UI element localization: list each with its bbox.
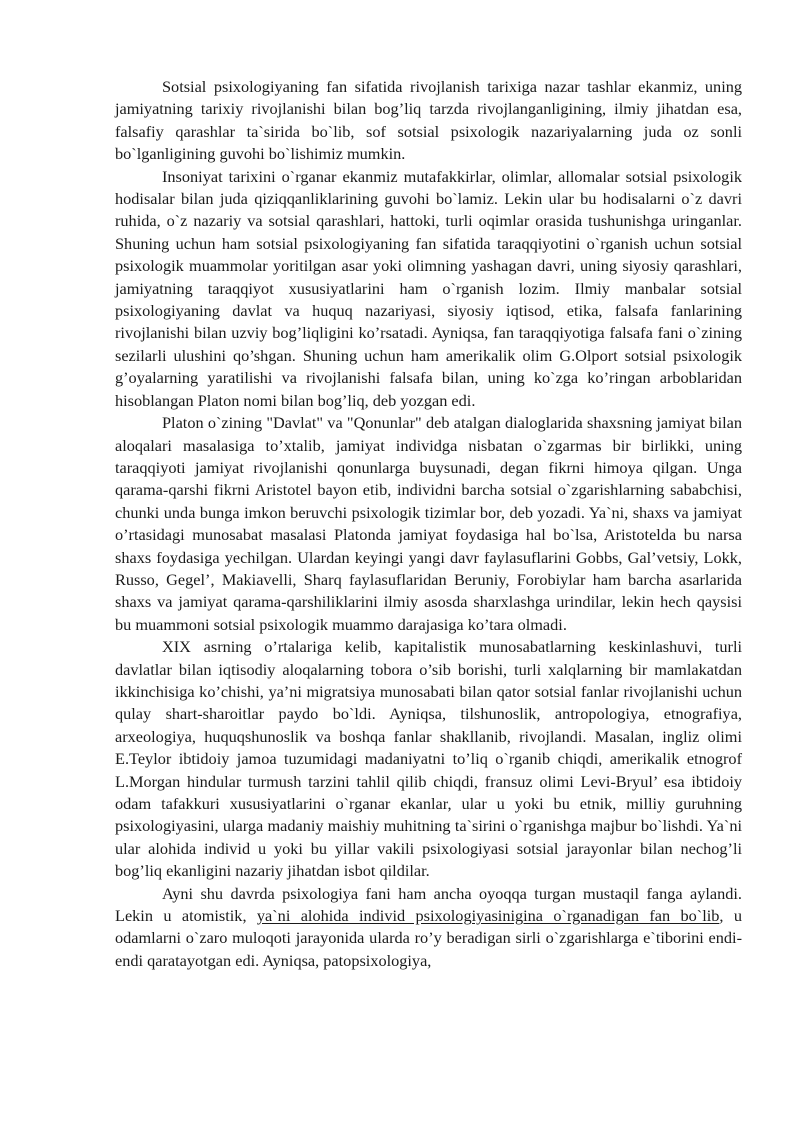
document-page — [115, 76, 742, 972]
paragraph-4: XIX asrning o’rtalariga kelib, kapitalistik munosabatlarning keskinlashuvi, turli davlatlar bilan iqtisodiy aloqalarning tobora o’sib borishi, turli xalqlarning bir mamlakatdan ikkinchisiga ko’chishi, ya’ni migratsiya munosabati bilan qator sotsial fanlar rivojlanishi uchun qulay shart-sharoitlar paydo bo`ldi. Ayniqsa, tilshunoslik, antropologiya, etnografiya, arxeologiya, huquqshunoslik va boshqa fanlar shakllanib, rivojlandi. Masalan, ingliz olimi E.Teylor ibtidoiy jamoa tuzumidagi madaniyatni to’liq o`rganib chiqdi, amerikalik etnogrof L.Morgan hindular turmush tarzini tahlil qilib chiqdi, fransuz olimi Levi-Bryul’ esa ibtidoiy odam tafakkuri xususiyatlarini o`rganar ekanlar, ular u yoki bu etnik, milliy guruhning psixologiyasini, ularga madaniy maishiy muhitning ta`sirini o`rganishga majbur bo`lishdi. Ya`ni ular alohida individ u yoki bu yillar vakili psixologiyasi sotsial jarayonlar bilan nechog’li bog’liq ekanligini nazariy jihatdan isbot qildilar. — [115, 637, 742, 881]
paragraph-5 — [115, 883, 742, 973]
underlined-phrase: ya`ni alohida individ psixologiyasinigina o`rganadigan fan bo`lib — [256, 906, 720, 926]
paragraph-2: Insoniyat tarixini o`rganar ekanmiz mutafakkirlar, olimlar, allomalar sotsial psixologik hodisalar bilan juda qiziqqanliklarining guvohi bo`lamiz. Lekin ular bu hodisalarni o`z davri ruhida, o`z nazariy va sotsial qarashlari, hattoki, turli oqimlar orasida tushunishga uringanlar. Shuning uchun ham sotsial psixologiyaning fan sifatida taraqqiyotini o`rganish uchun sotsial psixologik muammolar yoritilgan asar yoki olimning yashagan davri, uning siyosiy qarashlari, jamiyatning taraqqiyot xususiyatlarini ham o`rganish lozim. Ilmiy manbalar sotsial psixologiyaning davlat va huquq nazariyasi, siyosiy iqtisod, etika, falsafa fanlarining rivojlanishi bilan uzviy bog’liqligini ko’rsatadi. Ayniqsa, fan taraqqiyotiga falsafa fani o`zining sezilarli ulushini qo’shgan. Shuning uchun ham amerikalik olim G.Olport sotsial psixologik g’oyalarning yaratilishi va rivojlanishi falsafa bilan, uning ko`zga ko’ringan arboblaridan hisoblangan Platon nomi bilan bog’liq, deb yozgan edi. — [115, 166, 742, 410]
paragraph-1: Sotsial psixologiyaning fan sifatida rivojlanish tarixiga nazar tashlar ekanmiz, uning jamiyatning tarixiy rivojlanishi bilan bog’liq tarzda rivojlanganligining, ilmiy jihatdan esa, falsafiy qarashlar ta`sirida bo`lib, sof sotsial psixologik nazariyalarning juda oz sonli bo`lganligining guvohi bo`lishimiz mumkin. — [115, 77, 742, 164]
paragraph-5-text-before: Ayni shu davrda psixologiya fani ham ancha oyoqqa turgan mustaqil fanga aylandi. Lekin u atomistik, — [115, 883, 742, 926]
paragraph-5-text-after: , u odamlarni o`zaro muloqoti jarayonida ularda ro’y beradigan sirli o`zgarishlarga e`tiborini endi-endi qaratayotgan edi. Ayniqsa, patopsixologiya, — [115, 906, 742, 970]
paragraph-3: Platon o`zining "Davlat" va "Qonunlar" deb atalgan dialoglarida shaxsning jamiyat bilan aloqalari masalasiga to’xtalib, jamiyat individga nisbatan o`zgarmas bir birlikki, uning taraqqiyoti jamiyat rivojlanishi qonunlarga buysunadi, degan fikrni himoya qilgan. Unga qarama-qarshi fikrni Aristotel bayon etib, individni barcha sotsial o`zgarishlarning sababchisi, chunki unda bunga imkon beruvchi psixologik tizimlar bor, deb yozadi. Ya`ni, shaxs va jamiyat o’rtasidagi munosabat masalasi Platonda jamiyat foydasiga hal bo`lsa, Aristotelda bu narsa shaxs foydasiga yechilgan. Ulardan keyingi yangi davr faylasuflarini Gobbs, Gal’vetsiy, Lokk, Russo, Gegel’, Makiavelli, Sharq faylasuflaridan Beruniy, Forobiylar ham barcha asarlarida shaxs va jamiyat qarama-qarshiliklarini ilmiy asosda sharxlashga urindilar, lekin hech qaysisi bu muammoni sotsial psixologik muammo darajasiga ko’tara olmadi. — [115, 413, 742, 634]
